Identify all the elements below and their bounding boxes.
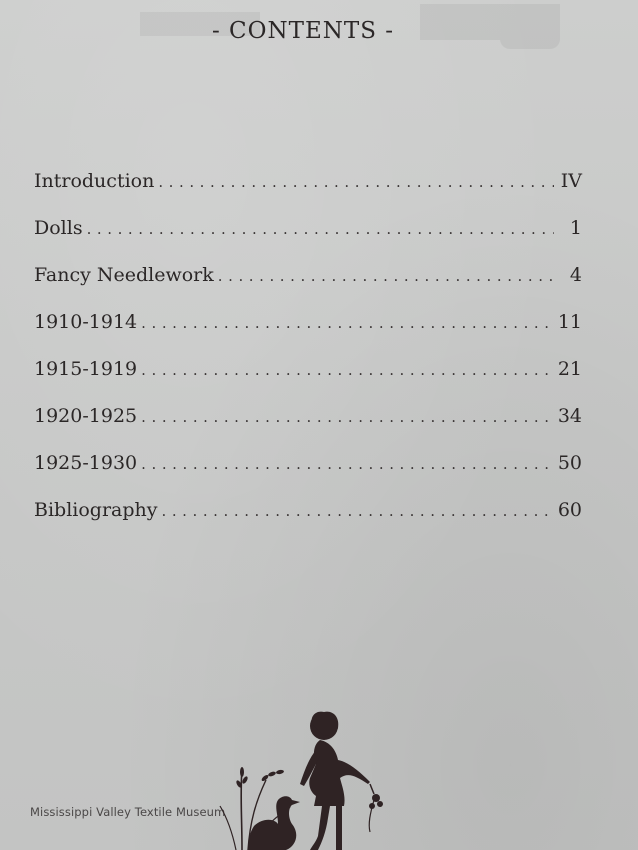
toc-entry <box>34 170 582 217</box>
page-title: - CONTENTS - <box>211 18 395 44</box>
dot-leader <box>141 361 552 379</box>
toc-entry-page: 50 <box>557 452 582 474</box>
toc-entry-title: 1915-1919 <box>34 358 138 380</box>
dot-leader <box>158 173 554 191</box>
toc-entry-page: IV <box>560 170 582 192</box>
dot-leader <box>218 267 554 285</box>
toc-entry-page: 4 <box>569 264 582 286</box>
dot-leader <box>87 220 554 238</box>
toc-entry <box>34 311 582 358</box>
dot-leader <box>141 408 552 426</box>
toc-entry-page: 11 <box>557 311 582 333</box>
toc-entry <box>34 405 582 452</box>
toc-entry-title: Dolls <box>34 217 83 239</box>
toc-entry-title: Bibliography <box>34 499 158 521</box>
toc-entry-page: 21 <box>557 358 582 380</box>
museum-watermark: Mississippi Valley Textile Museum <box>30 805 226 819</box>
toc-entry-title: Fancy Needlework <box>34 264 214 286</box>
toc-entry-title: 1920-1925 <box>34 405 138 427</box>
dot-leader <box>141 455 552 473</box>
table-of-contents <box>34 170 582 546</box>
child-and-goose-silhouette-icon <box>218 706 408 850</box>
toc-entry-title: 1910-1914 <box>34 311 138 333</box>
toc-entry-title: Introduction <box>34 170 155 192</box>
toc-entry <box>34 358 582 405</box>
toc-entry-page: 34 <box>557 405 582 427</box>
toc-entry <box>34 264 582 311</box>
dot-leader <box>162 502 552 520</box>
toc-entry <box>34 499 582 546</box>
toc-entry <box>34 217 582 264</box>
dot-leader <box>141 314 552 332</box>
toc-entry <box>34 452 582 499</box>
toc-entry-page: 60 <box>557 499 582 521</box>
toc-entry-page: 1 <box>569 217 582 239</box>
toc-entry-title: 1925-1930 <box>34 452 138 474</box>
